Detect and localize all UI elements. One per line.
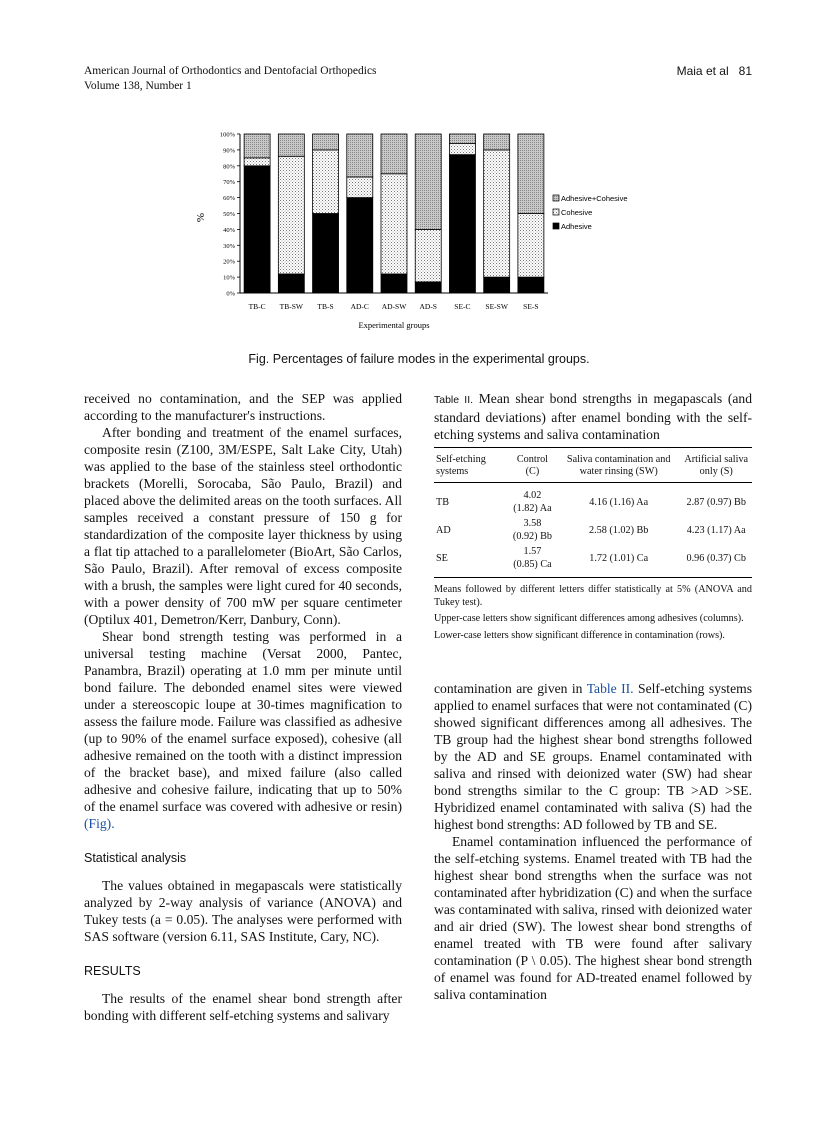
table-footnote: Lower-case letters show significant difference in contamination (rows). <box>434 629 725 641</box>
paragraph-text: contamination are given in <box>434 681 583 696</box>
page-number: 81 <box>738 64 752 78</box>
paragraph: The results of the enamel shear bond strength after bonding with different self-etching systems and salivary <box>84 991 402 1023</box>
bar-segment <box>244 134 270 158</box>
paragraph-text: Shear bond strength testing was performed in a universal testing machine (Versat 2000, Pantec, Panambra, Brazil) operating at 1.0 mm per minute until bond failure. The debonded enamel sites were viewed under a stereoscopic loupe at 30-times magnification to assess the failure mode. Failure was classified as adhesive (up to 90% of the enamel surface exposed), cohesive (all adhesive remained on the tooth with a distinct impression of the bracket base), and mixed failure (also called adhesive and cohesive failure, indicating that up to 50% of the enamel surface was covered with adhesive or resin) <box>84 629 402 814</box>
paragraph-text: Self-etching systems applied to enamel surfaces that were not contaminated (C) showed significant differences among all adhesives. The TB group had the highest shear bond strengths followed by the AD and SE groups. Enamel contaminated with saliva and rinsed with deionized water (SW) had shear bond strengths similar to the C group: TB >AD >SE. Hybridized enamel contaminated with saliva (S) had the highest bond strengths: AD followed by TB and SE. <box>434 681 752 832</box>
table-footnote: Means followed by different letters differ statistically at 5% (ANOVA and Tukey test). <box>434 584 752 608</box>
table-link[interactable]: Table II. <box>586 681 634 696</box>
figure-caption: Fig. Percentages of failure modes in the experimental groups. <box>248 352 590 366</box>
bar-segment <box>381 174 407 274</box>
table-cell: 1.72 (1.01) Ca <box>589 552 649 564</box>
x-axis-label: Experimental groups <box>358 320 430 330</box>
bar-segment <box>415 134 441 229</box>
results-table <box>434 447 752 578</box>
results-text <box>434 680 752 1003</box>
y-tick-label: 30% <box>223 242 235 250</box>
table-cell: AD <box>436 524 451 536</box>
legend-label: Adhesive <box>561 222 592 231</box>
y-tick-label: 100% <box>219 131 235 139</box>
x-tick-label: AD-C <box>350 302 369 311</box>
bar-segment <box>244 166 270 293</box>
legend-label: Cohesive <box>561 208 593 217</box>
paragraph: Enamel contamination influenced the performance of the self-etching systems. Enamel treated with TB had the highest shear bond strengths when the surface was not contaminated after hybridization (C) and when the surface was contaminated with saliva, rinsed with deionized water and air dried (SW). The lowest shear bond strengths of enamel treated with TB were found after salivary contamination (P \ 0.05). The highest shear bond strength of enamel was found for AD-treated enamel followed by saliva contamination <box>434 834 752 1002</box>
table-title-text: Mean shear bond strengths in megapascals (and standard deviations) after enamel bonding with the self-etching systems and saliva contamination <box>434 391 753 442</box>
figure-link[interactable]: (Fig). <box>84 816 115 831</box>
paragraph: received no contamination, and the SEP was applied according to the manufacturer's instructions. <box>84 391 402 423</box>
bar-segment <box>278 156 304 274</box>
table-cell: 3.58 (0.92) Bb <box>512 518 552 542</box>
table-header: Control (C) <box>516 454 549 477</box>
paragraph: After bonding and treatment of the enamel surfaces, composite resin (Z100, 3M/ESPE, Salt Lake City, Utah) was applied to the base of the stainless steel orthodontic brackets (Morelli, Sorocaba, São Paulo, Brazil) and placed above the delimited areas on the tooth surfaces. All samples received a constant pressure of 150 g for standardization of the composite layer thickness by using a flat tip attached to a parallelometer (BioArt, São Carlos, São Paulo, Brazil). After removal of excess composite with a brush, the samples were light cured for 40 seconds, with a power density of 700 mW per square centimeter (Optilux 401, Demetron/Kerr, Danbury, Conn). <box>84 425 402 627</box>
table-cell: 4.02 (1.82) Aa <box>513 490 552 514</box>
table-footnote: Upper-case letters show significant differences among adhesives (columns). <box>434 613 744 624</box>
legend-swatch <box>553 223 559 229</box>
bar-segment <box>415 282 441 293</box>
page-header-right <box>677 64 752 79</box>
y-tick-label: 20% <box>223 258 235 266</box>
table-label: Table II. <box>434 394 474 406</box>
bar-segment <box>347 134 373 177</box>
bar-segment <box>449 155 475 293</box>
bar-segment <box>449 144 475 155</box>
y-tick-label: 90% <box>223 147 235 155</box>
bar-segment <box>484 150 510 277</box>
y-tick-label: 80% <box>223 163 235 171</box>
bar-segment <box>484 134 510 150</box>
x-tick-label: TB-C <box>248 302 266 311</box>
y-tick-label: 0% <box>226 290 235 298</box>
table-header: Saliva contamination and water rinsing (SW) <box>566 454 671 477</box>
x-tick-label: SE-SW <box>485 302 508 311</box>
legend-swatch <box>553 209 559 215</box>
bar-segment <box>518 277 544 293</box>
bar-segment <box>278 134 304 156</box>
table-cell: 4.16 (1.16) Aa <box>589 496 649 508</box>
bar-segment <box>415 229 441 281</box>
paragraph: The values obtained in megapascals were statistically analyzed by 2-way analysis of variance (ANOVA) and Tukey tests (a = 0.05). The analyses were performed with SAS software (version 6.11, SAS Institute, Cary, NC). <box>84 878 402 944</box>
bar-segment <box>347 198 373 293</box>
x-tick-label: TB-SW <box>279 302 304 311</box>
table-cell: SE <box>436 552 448 564</box>
table-row <box>434 544 752 578</box>
bar-segment <box>381 274 407 293</box>
section-heading: Statistical analysis <box>84 851 187 865</box>
table-cell: 4.23 (1.17) Aa <box>686 524 746 536</box>
table-row <box>434 483 752 517</box>
legend-swatch <box>553 195 559 201</box>
table-footnotes <box>434 584 752 642</box>
table-header: Artificial saliva only (S) <box>684 454 749 477</box>
bar-segment <box>518 134 544 214</box>
bar-segment <box>313 214 339 294</box>
table-title <box>434 390 752 443</box>
y-tick-label: 70% <box>223 179 235 187</box>
legend-label: Adhesive+Cohesive <box>561 194 628 203</box>
journal-volume: Volume 138, Number 1 <box>84 80 192 92</box>
y-tick-label: 60% <box>223 195 235 203</box>
bar-segment <box>449 134 475 144</box>
y-tick-label: 50% <box>223 211 235 218</box>
y-tick-label: 40% <box>223 226 235 234</box>
right-column <box>434 390 752 1003</box>
bar-segment <box>313 134 339 150</box>
y-axis-label: % <box>195 212 207 223</box>
paragraph <box>84 628 402 832</box>
table-cell: 1.57 (0.85) Ca <box>513 546 552 570</box>
x-tick-label: SE-S <box>523 302 539 311</box>
bar-segment <box>244 158 270 166</box>
left-column <box>84 390 402 1024</box>
authors: Maia et al <box>676 64 729 78</box>
x-tick-label: SE-C <box>454 302 471 311</box>
table-header: Self-etching systems <box>436 454 486 477</box>
bar-segment <box>278 274 304 293</box>
bar-segment <box>313 150 339 214</box>
bar-segment <box>484 277 510 293</box>
table-cell: 2.87 (0.97) Bb <box>686 496 746 508</box>
table-row <box>434 516 752 544</box>
table-cell: 0.96 (0.37) Cb <box>686 552 746 564</box>
running-header <box>84 64 377 94</box>
journal-name: American Journal of Orthodontics and Dentofacial Orthopedics <box>84 65 377 77</box>
section-heading: RESULTS <box>84 964 141 978</box>
bar-segment <box>518 214 544 278</box>
bar-segment <box>347 177 373 198</box>
x-tick-label: AD-S <box>419 302 437 311</box>
paragraph <box>434 680 752 833</box>
failure-mode-chart <box>190 128 650 340</box>
table-cell: TB <box>436 496 450 508</box>
y-tick-label: 10% <box>223 274 235 282</box>
table-cell: 2.58 (1.02) Bb <box>588 524 649 536</box>
bar-segment <box>381 134 407 174</box>
x-tick-label: AD-SW <box>381 302 407 311</box>
x-tick-label: TB-S <box>317 302 334 311</box>
